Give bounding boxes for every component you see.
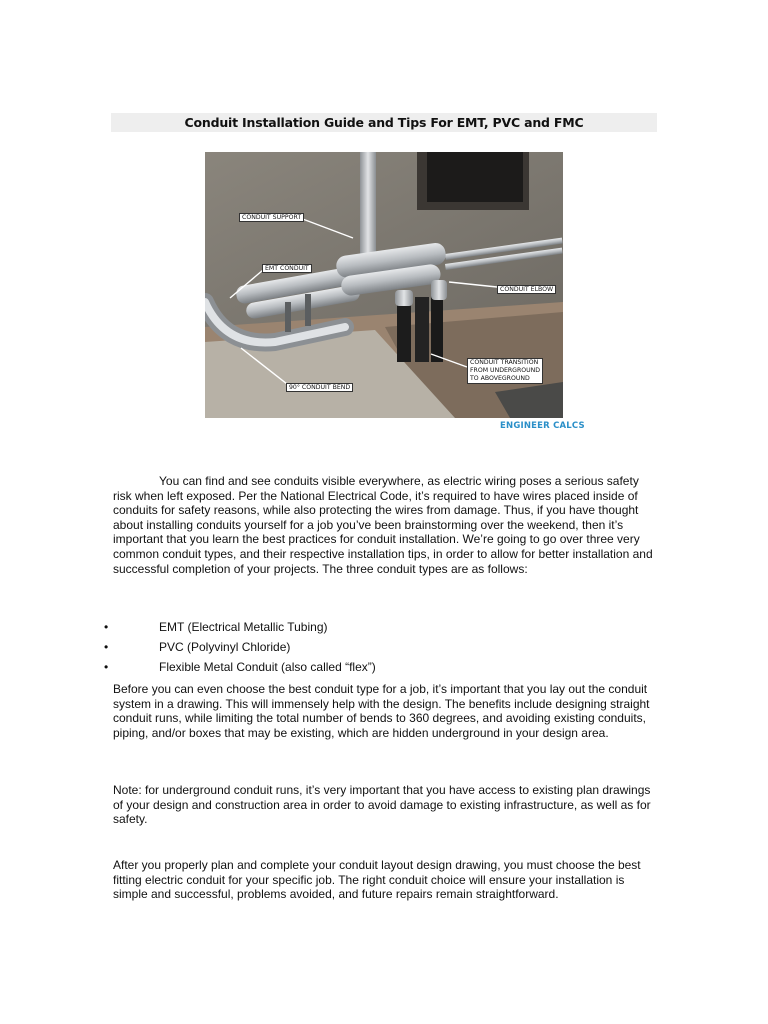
conduit-strap [285, 302, 291, 332]
bullet-marker: • [104, 620, 109, 634]
list-item-text: PVC (Polyvinyl Chloride) [159, 640, 291, 654]
list-item [100, 620, 660, 640]
bullet-marker: • [104, 640, 109, 654]
layout-paragraph: Before you can even choose the best conduit type for a job, it’s important that you lay out the conduit system in a drawing. This will immensely help with the design. The benefits include designing straight conduit runs, while limiting the total number of bends to 360 degrees, and avoiding existing conduits, piping, and/or boxes that may be existing, which are hidden underground in your design area. [113, 682, 650, 740]
choose-paragraph: After you properly plan and complete your conduit layout design drawing, you must choose the best fitting electric conduit for your specific job. The right conduit choice will ensure your installation is simple and successful, problems avoided, and future repairs remain straightforward. [113, 858, 641, 902]
vertical-conduit [360, 152, 376, 262]
list-item [100, 660, 660, 680]
note-paragraph: Note: for underground conduit runs, it’s very important that you have access to existing plan drawings of your design and construction area in order to avoid damage to existing infrastructure, as well as for safety. [113, 783, 651, 827]
callout-conduit-elbow: CONDUIT ELBOW [497, 285, 556, 294]
list-item-text: Flexible Metal Conduit (also called “flex”) [159, 660, 376, 674]
list-item-text: EMT (Electrical Metallic Tubing) [159, 620, 328, 634]
callout-conduit-support: CONDUIT SUPPORT [239, 213, 304, 222]
callout-emt-conduit: EMT CONDUIT [262, 264, 312, 273]
intro-paragraph: You can find and see conduits visible everywhere, as electric wiring poses a serious safety risk when left exposed. Per the National Electrical Code, it’s required to have wires placed inside of conduits for safety reasons, while also protecting the wires from damage. Thus, if you have thought about installing conduits yourself for a job you’ve been brainstorming over the weekend, then it’s important that you learn the best practices for conduit installation. We’re going to go over three very common conduit types, and their respective installation tips, in order to allow for better installation and successful completion of your projects. The three conduit types are as follows: [113, 474, 653, 576]
document-title: Conduit Installation Guide and Tips For EMT, PVC and FMC [184, 115, 584, 130]
callout-conduit-bend: 90° CONDUIT BEND [286, 383, 353, 392]
window-glass [427, 152, 523, 202]
title-bar [111, 113, 657, 132]
callout-conduit-transition: CONDUIT TRANSITION FROM UNDERGROUND TO ABOVEGROUND [467, 358, 543, 384]
bullet-marker: • [104, 660, 109, 674]
conduit-types-list [100, 620, 660, 680]
conduit-photo [205, 152, 563, 418]
engineer-calcs-watermark: ENGINEER CALCS [500, 421, 585, 431]
list-item [100, 640, 660, 660]
